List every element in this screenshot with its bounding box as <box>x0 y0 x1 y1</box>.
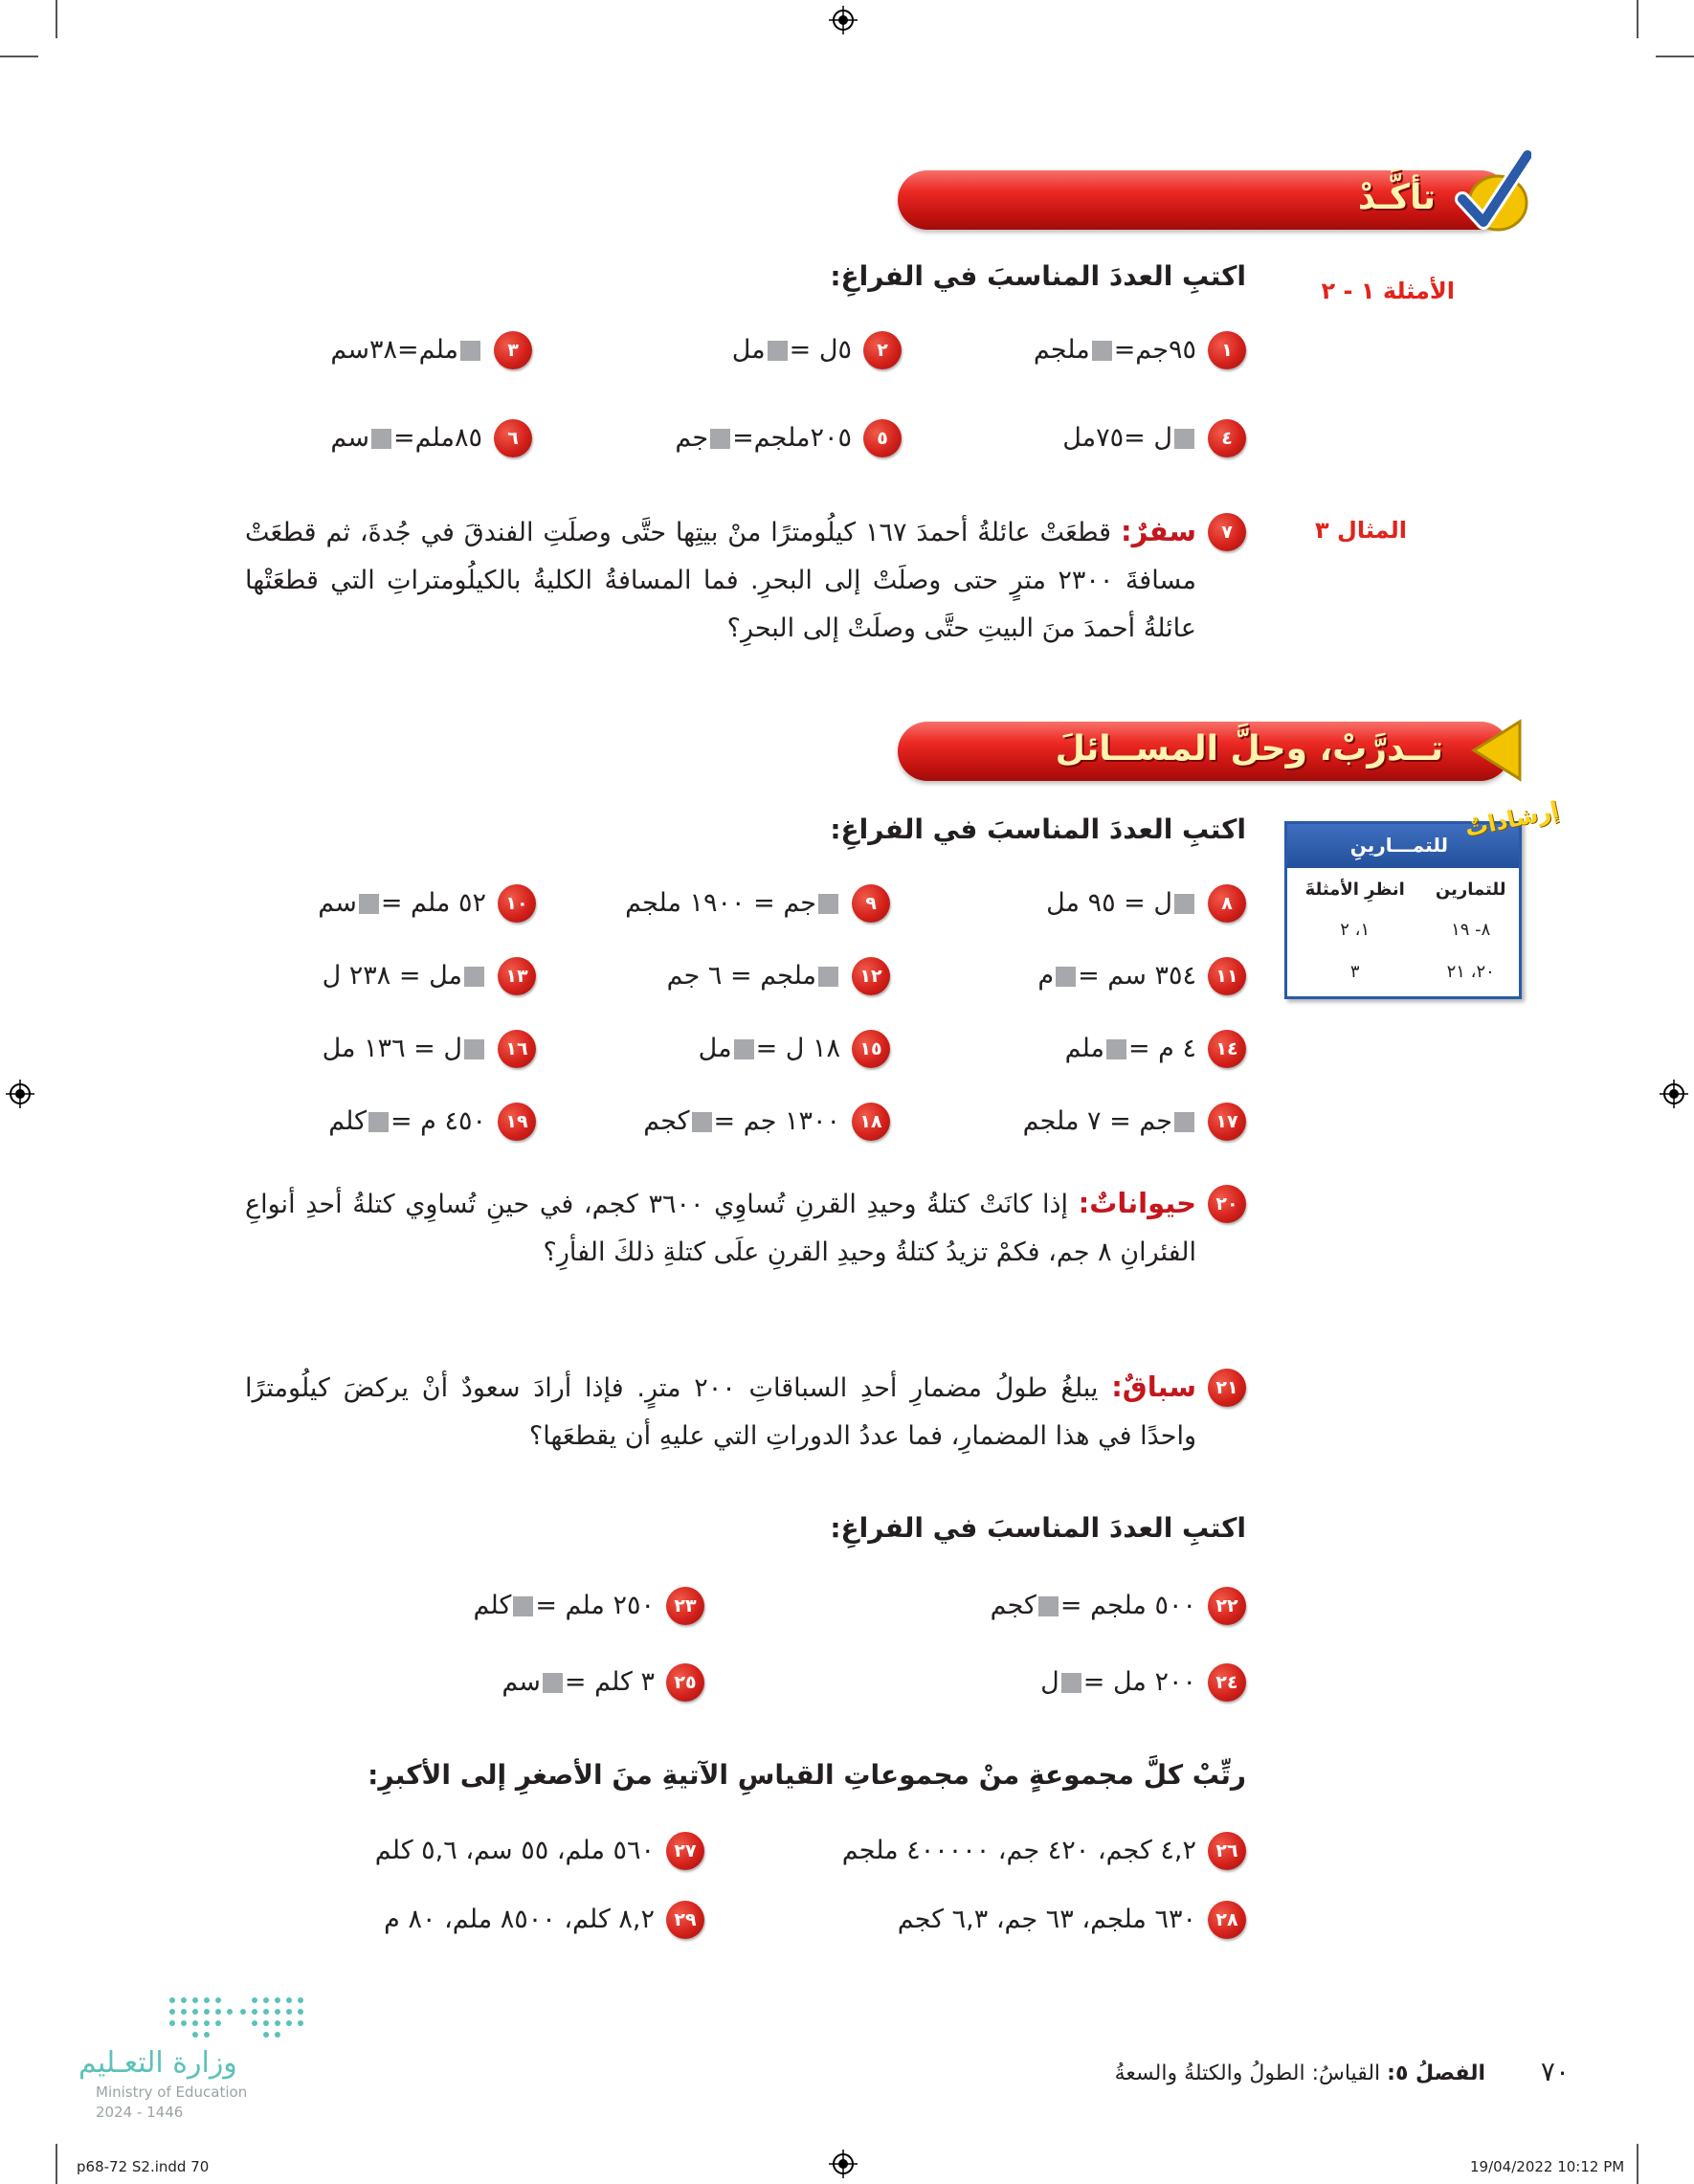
exercise-number: ١٧ <box>1208 1103 1246 1141</box>
exercise-6: ٨٥ملم=سم <box>330 423 482 453</box>
blank-box <box>513 1596 533 1616</box>
ministry-year: 2024 - 1446 <box>96 2104 184 2121</box>
practice-instruction-2: اكتبِ العددَ المناسبَ في الفراغِ: <box>830 1512 1246 1544</box>
exercise-27: ٥٦٠ ملم، ٥٥ سم، ٥,٦ كلم <box>374 1836 655 1865</box>
exercise-10: ٥٢ ملم =سم <box>318 888 486 918</box>
hint-header: للتمـــارينِ <box>1287 824 1519 868</box>
examples-ref: الأمثلة ١ - ٢ <box>1321 278 1455 304</box>
check-title: تأكَّـدْ <box>1357 178 1436 217</box>
blank-box <box>1061 1673 1081 1693</box>
exercise-3: ملم=٣٨سم <box>330 331 482 369</box>
practice-instruction: اكتبِ العددَ المناسبَ في الفراغِ: <box>830 813 1246 845</box>
blank-box <box>734 1039 754 1059</box>
blank-box <box>818 967 838 987</box>
crop-mark <box>1656 56 1694 57</box>
exercise-number: ١٩ <box>498 1103 536 1141</box>
exercise-number: ٢٢ <box>1208 1587 1246 1625</box>
exercise-13: مل = ٢٣٨ ل <box>323 957 486 995</box>
exercise-24: ٢٠٠ مل =ل <box>1040 1667 1196 1697</box>
exercise-26: ٤,٢ كجم، ٤٢٠ جم، ٤٠٠٠٠٠ ملجم <box>841 1836 1196 1865</box>
exercise-12: ملجم = ٦ جم <box>667 957 840 995</box>
print-timestamp: 19/04/2022 10:12 PM <box>1470 2158 1625 2175</box>
blank-box <box>1092 341 1112 361</box>
exercise-5: ٢٠٥ملجم=جم <box>675 423 852 453</box>
exercise-number: ٢٨ <box>1208 1901 1246 1939</box>
blank-box <box>543 1673 563 1693</box>
exercise-16: ل = ١٣٦ مل <box>323 1030 486 1068</box>
exercise-number: ٣ <box>494 331 532 369</box>
blank-box <box>1174 894 1194 914</box>
blank-box <box>460 341 480 361</box>
exercise-number: ١٦ <box>498 1030 536 1068</box>
exercise-number: ١١ <box>1208 957 1246 995</box>
exercise-15: ١٨ ل =مل <box>698 1034 840 1063</box>
problem-21: سباقٌ: يبلغُ طولُ مضمارِ أحدِ السباقاتِ ٢٠٠ مترٍ. فإذا أرادَ سعودٌ أنْ يركضَ كيلُومترًا واحدًا في هذا المضمارِ، فما عددُ الدوراتِ التي عليهِ أن يقطعَها؟ <box>245 1371 1196 1451</box>
exercise-number: ١٥ <box>852 1030 890 1068</box>
exercise-number: ٢٤ <box>1208 1663 1246 1702</box>
check-instruction: اكتبِ العددَ المناسبَ في الفراغِ: <box>830 260 1246 292</box>
file-slug: p68-72 S2.indd 70 <box>77 2158 210 2175</box>
blank-box <box>464 1039 484 1059</box>
chapter-caption: الفصلُ ٥: القياسُ: الطولُ والكتلةُ والسعةُ <box>1114 2061 1485 2085</box>
hint-grid: للتمارين انظرِ الأمثلةَ ٨- ١٩ ١، ٢ ٢٠، ٢١ ٣ <box>1304 879 1506 982</box>
ministry-name-en: Ministry of Education <box>96 2084 248 2101</box>
exercise-number: ٢٥ <box>666 1663 704 1702</box>
exercise-number: ٩ <box>852 884 890 923</box>
exercise-number: ١٨ <box>852 1103 890 1141</box>
exercise-number: ٦ <box>494 419 532 457</box>
blank-box <box>692 1112 712 1132</box>
exercise-14: ٤ م =ملم <box>1064 1034 1196 1063</box>
problem-20: حيواناتٌ: إذا كانَتْ كتلةُ وحيدِ القرنِ تُساوِي ٣٦٠٠ كجم، في حينِ تُساوِي كتلةُ أحدِ أنواعِ الفئرانِ ٨ جم، فكمْ تزيدُ كتلةُ وحيدِ القرنِ علَى كتلةِ ذلكَ الفأرِ؟ <box>245 1187 1196 1267</box>
ministry-name-ar: وزارة التعـليم <box>78 2046 237 2080</box>
registration-mark-icon <box>6 1080 34 1108</box>
order-instruction: رتِّبْ كلَّ مجموعةٍ منْ مجموعاتِ القياسِ الآتيةِ منَ الأصغرِ إلى الأكبرِ: <box>368 1759 1246 1791</box>
exercise-18: ١٣٠٠ جم =كجم <box>643 1106 840 1136</box>
registration-mark-icon <box>1660 1080 1688 1108</box>
crop-mark <box>0 56 38 57</box>
exercise-number: ٥ <box>863 419 902 457</box>
blank-box <box>1038 1596 1059 1616</box>
exercise-number: ١ <box>1208 331 1246 369</box>
hint-table <box>1284 821 1522 999</box>
blank-box <box>768 341 788 361</box>
ministry-logo-icon <box>163 1991 316 2048</box>
exercise-number: ٢٣ <box>666 1587 704 1625</box>
exercise-28: ٦٣٠ ملجم، ٦٣ جم، ٦,٣ كجم <box>897 1905 1196 1934</box>
exercise-number: ١٤ <box>1208 1030 1246 1068</box>
exercise-number: ١٠ <box>498 884 536 923</box>
crop-mark <box>1637 0 1638 38</box>
hint-tag: إرشاداتٌ <box>1462 795 1562 843</box>
example-ref: المثال ٣ <box>1315 517 1407 544</box>
blank-box <box>464 967 484 987</box>
arrow-icon <box>1468 716 1526 785</box>
exercise-number: ١٣ <box>498 957 536 995</box>
exercise-number: ٨ <box>1208 884 1246 923</box>
crop-mark <box>56 0 57 38</box>
exercise-number: ٤ <box>1208 419 1246 457</box>
exercise-29: ٨,٢ كلم، ٨٥٠٠ ملم، ٨٠ م <box>384 1905 655 1934</box>
exercise-4: ل =٧٥مل <box>1062 419 1196 457</box>
exercise-number: ٢١ <box>1208 1369 1246 1407</box>
registration-mark-icon <box>829 2150 858 2178</box>
page-number: ٧٠ <box>1540 2056 1570 2087</box>
exercise-9: جم = ١٩٠٠ ملجم <box>625 884 840 923</box>
exercise-17: جم = ٧ ملجم <box>1023 1103 1196 1141</box>
practice-title: تــدرَّبْ، وحلَّ المســائلَ <box>1055 729 1443 769</box>
exercise-number: ٢٧ <box>666 1832 704 1870</box>
exercise-19: ٤٥٠ م =كلم <box>328 1106 486 1136</box>
crop-mark <box>56 2144 57 2184</box>
exercise-11: ٣٥٤ سم =م <box>1037 961 1196 991</box>
exercise-number: ١٢ <box>852 957 890 995</box>
blank-box <box>1056 967 1076 987</box>
blank-box <box>359 894 379 914</box>
exercise-23: ٢٥٠ ملم =كلم <box>473 1591 655 1620</box>
exercise-number: ٧ <box>1208 513 1246 551</box>
exercise-number: ٢ <box>863 331 902 369</box>
registration-mark-icon <box>829 6 858 34</box>
checkmark-icon <box>1445 144 1531 239</box>
blank-box <box>1174 1112 1194 1132</box>
exercise-22: ٥٠٠ ملجم =كجم <box>990 1591 1196 1620</box>
exercise-25: ٣ كلم =سم <box>502 1667 655 1697</box>
blank-box <box>368 1112 389 1132</box>
blank-box <box>1174 429 1194 449</box>
exercise-1: ٩٥جم=ملجم <box>1033 335 1196 365</box>
blank-box <box>818 894 838 914</box>
crop-mark <box>1637 2144 1638 2184</box>
exercise-number: ٢٠ <box>1208 1185 1246 1223</box>
blank-box <box>710 429 730 449</box>
blank-box <box>1106 1039 1126 1059</box>
exercise-number: ٢٦ <box>1208 1832 1246 1870</box>
exercise-2: ٥ل =مل <box>731 335 852 365</box>
blank-box <box>371 429 391 449</box>
exercise-number: ٢٩ <box>666 1901 704 1939</box>
exercise-8: ل = ٩٥ مل <box>1046 884 1196 923</box>
problem-7: سفرٌ: قطعَتْ عائلةُ أحمدَ ١٦٧ كيلُومترًا منْ بيتِها حتَّى وصلَتِ الفندقَ في جُدةَ، ثم قطعَتْ مسافةَ ٢٣٠٠ مترٍ حتى وصلَتْ إلى البحرِ. فما المسافةُ الكليةُ بالكيلُومتراتِ التي قطعَتْها عائلةُ أحمدَ منَ البيتِ حتَّى وصلَتْ إلى البحرِ؟ <box>245 515 1196 643</box>
